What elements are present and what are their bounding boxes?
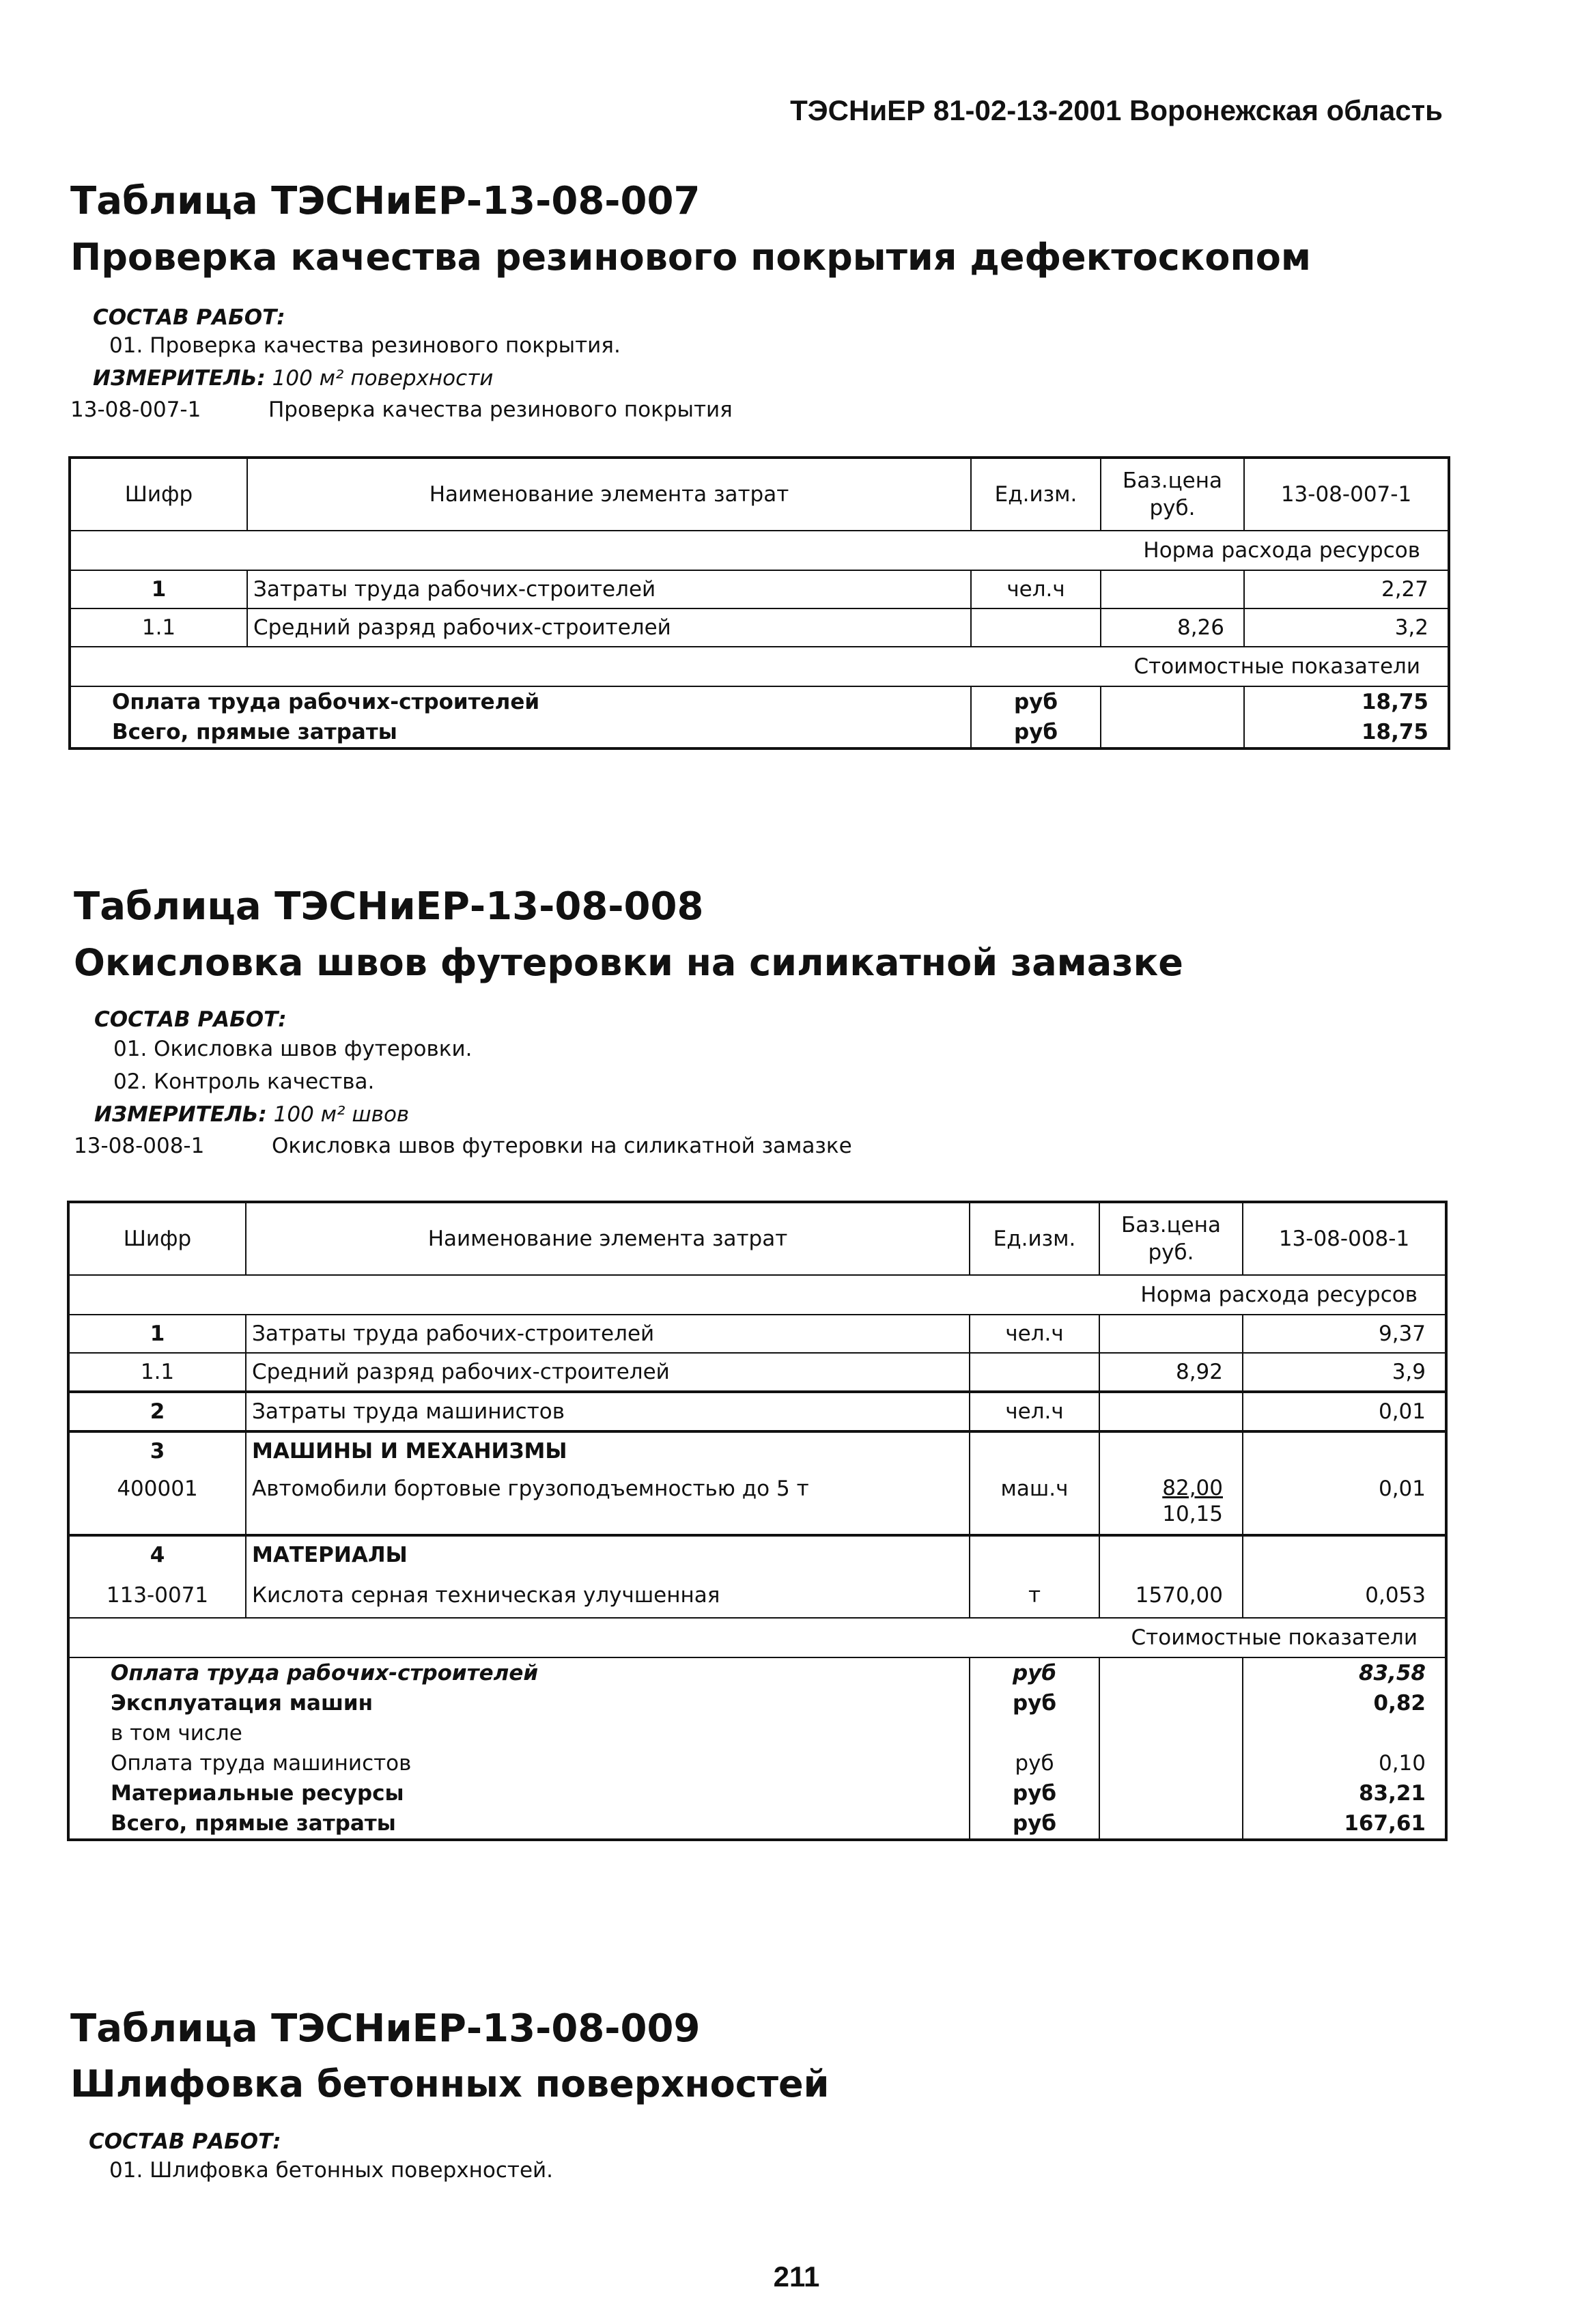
- col-header-unit: Ед.изм.: [970, 1202, 1099, 1275]
- table-title: Таблица ТЭСНиЕР-13-08-009: [70, 2006, 701, 2051]
- table-row: 3 МАШИНЫ И МЕХАНИЗМЫ: [68, 1431, 1446, 1470]
- table-title: Таблица ТЭСНиЕР-13-08-008: [74, 884, 704, 929]
- summary-row: Оплата труда рабочих-строителей руб 83,58: [68, 1657, 1446, 1688]
- work-item: 01. Шлифовка бетонных поверхностей.: [109, 2158, 554, 2183]
- norm-label: Норма расхода ресурсов: [68, 1275, 1446, 1315]
- col-header-unit: Ед.изм.: [971, 458, 1101, 531]
- work-item: 02. Контроль качества.: [113, 1069, 375, 1094]
- rate-name: Окисловка швов футеровки на силикатной замазке: [272, 1134, 852, 1158]
- izmeritel-value: 100 м² швов: [273, 1102, 410, 1127]
- rate-name: Проверка качества резинового покрытия: [268, 397, 733, 422]
- cost-label: Стоимостные показатели: [70, 647, 1449, 686]
- summary-row: Оплата труда машинистов руб 0,10: [68, 1748, 1446, 1778]
- izmeritel-label: ИЗМЕРИТЕЛЬ:: [93, 366, 266, 391]
- sostav-label: СОСТАВ РАБОТ:: [89, 2129, 281, 2154]
- summary-row: в том числе: [68, 1718, 1446, 1748]
- summary-row: Оплата труда рабочих-строителей руб 18,75: [70, 686, 1449, 717]
- rate-line: [74, 1134, 852, 1158]
- table-row: 1.1 Средний разряд рабочих-строителей 8,92 3,9: [68, 1353, 1446, 1392]
- sostav-label: СОСТАВ РАБОТ:: [94, 1007, 287, 1032]
- summary-row: Всего, прямые затраты руб 167,61: [68, 1808, 1446, 1840]
- col-header-rate: 13-08-007-1: [1244, 458, 1449, 531]
- col-header-price: Баз.цена руб.: [1099, 1202, 1243, 1275]
- rate-code: 13-08-007-1: [70, 397, 201, 422]
- rate-line: [70, 397, 733, 422]
- work-item: 01. Проверка качества резинового покрытия.: [109, 333, 621, 358]
- sostav-label: СОСТАВ РАБОТ:: [93, 305, 285, 330]
- norm-label: Норма расхода ресурсов: [70, 531, 1449, 570]
- izmeritel-label: ИЗМЕРИТЕЛЬ:: [94, 1102, 267, 1127]
- summary-row: Эксплуатация машин руб 0,82: [68, 1688, 1446, 1718]
- work-item: 01. Окисловка швов футеровки.: [113, 1037, 473, 1061]
- table-subtitle: Окисловка швов футеровки на силикатной замазке: [74, 941, 1183, 984]
- page-number: 211: [773, 2260, 820, 2293]
- table-row: 1 Затраты труда рабочих-строителей чел.ч 9,37: [68, 1315, 1446, 1353]
- cost-label: Стоимостные показатели: [68, 1618, 1446, 1657]
- table-row: 4 МАТЕРИАЛЫ: [68, 1535, 1446, 1573]
- izmeritel: [94, 1102, 409, 1127]
- table-row: 1.1 Средний разряд рабочих-строителей 8,26 3,2: [70, 608, 1449, 647]
- table-title: Таблица ТЭСНиЕР-13-08-007: [70, 179, 701, 223]
- rate-code: 13-08-008-1: [74, 1134, 205, 1158]
- document-header: ТЭСНиЕР 81-02-13-2001 Воронежская область: [790, 94, 1443, 126]
- izmeritel-value: 100 м² поверхности: [272, 366, 494, 391]
- table-row: 2 Затраты труда машинистов чел.ч 0,01: [68, 1392, 1446, 1431]
- norm-table: [67, 1201, 1448, 1841]
- col-header-rate: 13-08-008-1: [1243, 1202, 1446, 1275]
- col-header-name: Наименование элемента затрат: [247, 458, 971, 531]
- izmeritel: [93, 366, 493, 391]
- machinist-price: 10,15: [1162, 1502, 1223, 1526]
- col-header-name: Наименование элемента затрат: [246, 1202, 970, 1275]
- table-subtitle: Проверка качества резинового покрытия дефектоскопом: [70, 236, 1312, 279]
- summary-row: Материальные ресурсы руб 83,21: [68, 1778, 1446, 1808]
- col-header-code: Шифр: [68, 1202, 246, 1275]
- table-row: 1 Затраты труда рабочих-строителей чел.ч 2,27: [70, 570, 1449, 608]
- col-header-price: Баз.цена руб.: [1101, 458, 1244, 531]
- table-subtitle: Шлифовка бетонных поверхностей: [70, 2062, 830, 2105]
- machine-price: 82,00: [1162, 1476, 1223, 1500]
- table-row: 400001 Автомобили бортовые грузоподъемностью до 5 т маш.ч 82,00 10,15 0,01: [68, 1470, 1446, 1535]
- norm-table: [68, 456, 1450, 750]
- col-header-code: Шифр: [70, 458, 247, 531]
- summary-row: Всего, прямые затраты руб 18,75: [70, 717, 1449, 748]
- table-row: 113-0071 Кислота серная техническая улучшенная т 1570,00 0,053: [68, 1573, 1446, 1618]
